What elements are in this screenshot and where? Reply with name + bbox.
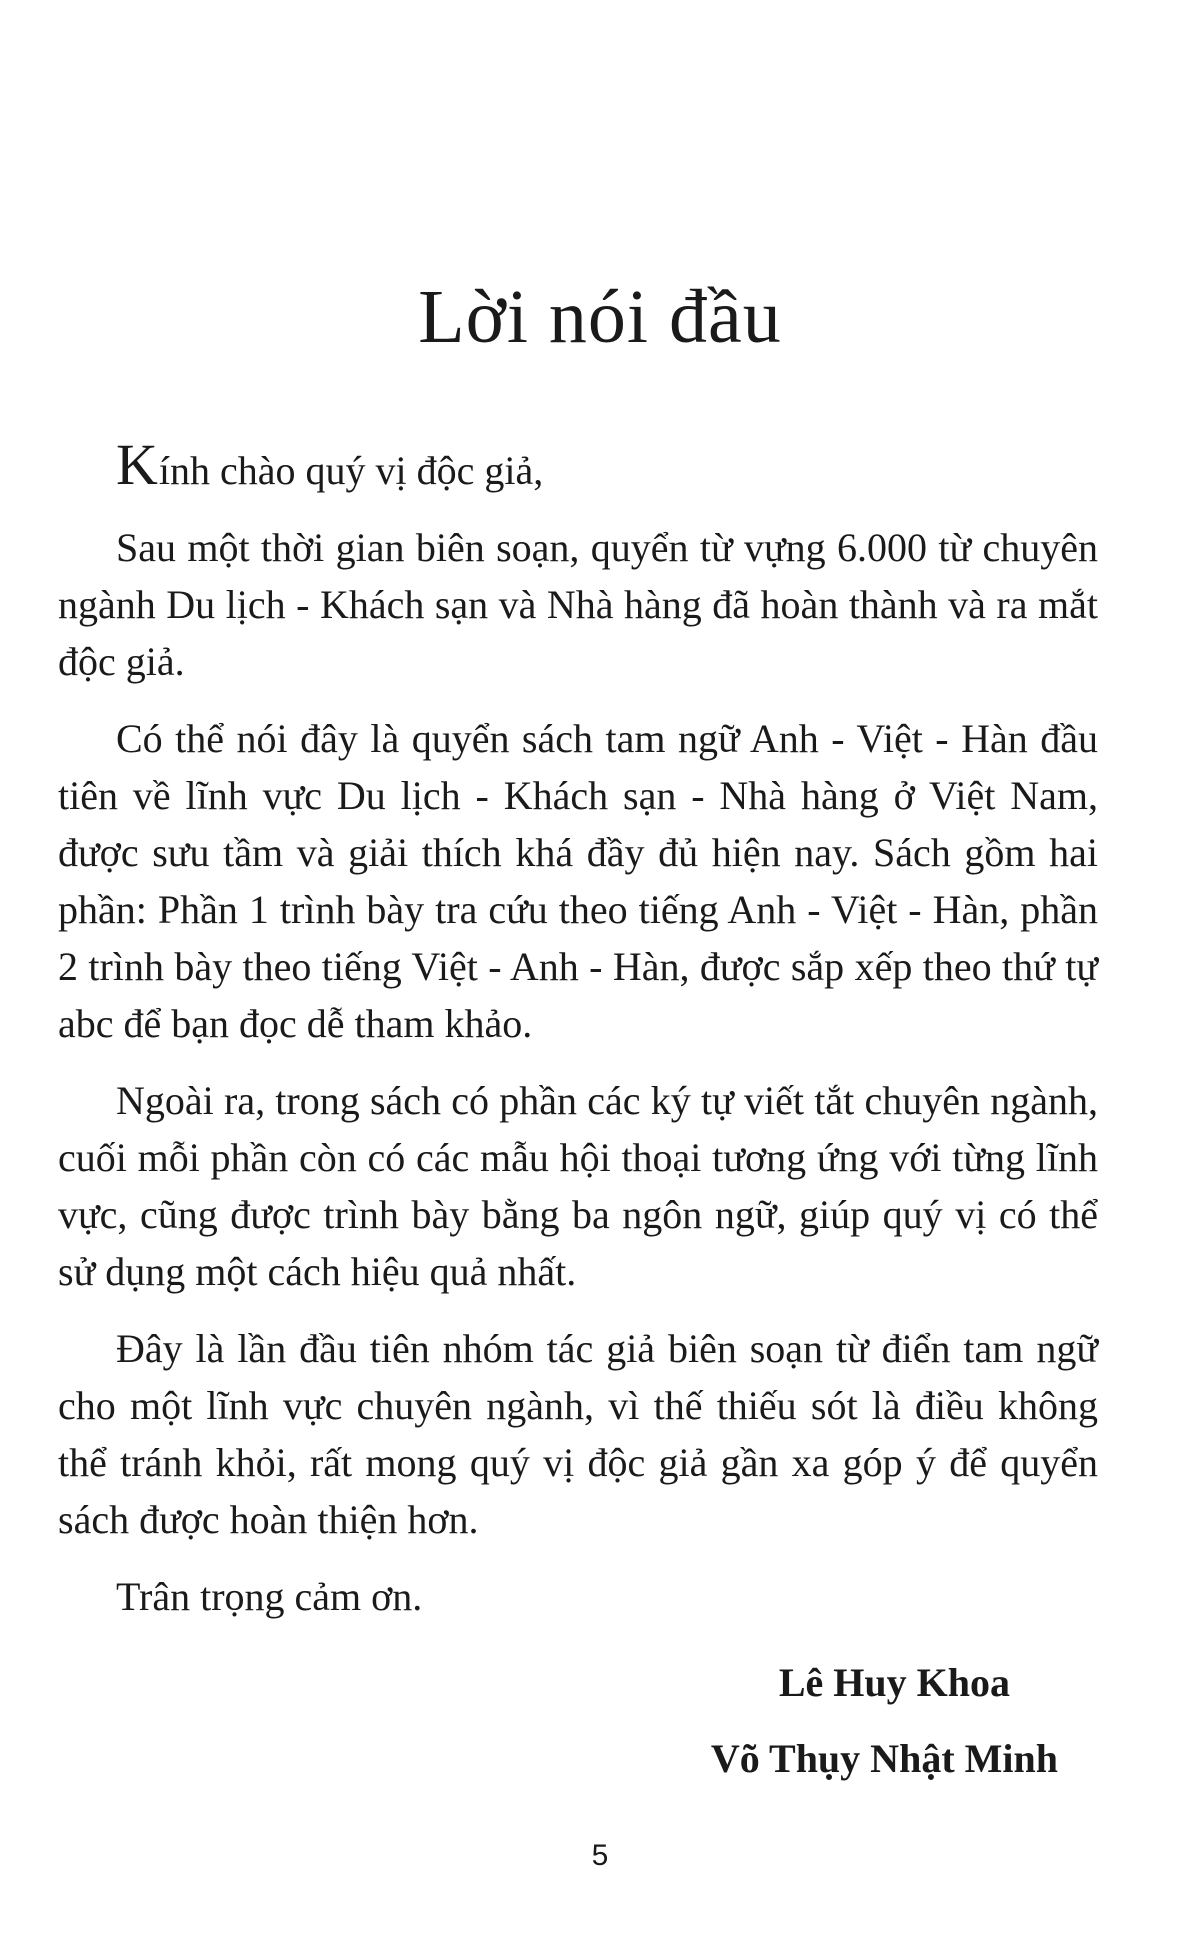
page-title: Lời nói đầu bbox=[418, 275, 782, 359]
greeting-line bbox=[58, 432, 1098, 499]
closing-line: Trân trọng cảm ơn. bbox=[116, 1574, 423, 1619]
author-signatures bbox=[711, 1645, 1058, 1797]
greeting-dropcap: K bbox=[116, 432, 158, 497]
paragraph-1: Sau một thời gian biên soạn, quyển từ vựng 6.000 từ chuyên ngành Du lịch - Khách sạn và Nhà hàng đã hoàn thành và ra mắt độc giả. bbox=[58, 525, 1098, 684]
author-name-1: Lê Huy Khoa bbox=[778, 1660, 1010, 1705]
paragraph-3: Ngoài ra, trong sách có phần các ký tự viết tắt chuyên ngành, cuối mỗi phần còn có các mẫu hội thoại tương ứng với từng lĩnh vực, cũng được trình bày bằng ba ngôn ngữ, giúp quý vị có thể sử dụng một cách hiệu quả nhất. bbox=[58, 1078, 1098, 1294]
page-number: 5 bbox=[591, 1839, 609, 1872]
paragraph-2: Có thể nói đây là quyển sách tam ngữ Anh - Việt - Hàn đầu tiên về lĩnh vực Du lịch - Khách sạn - Nhà hàng ở Việt Nam, được sưu tầm và giải thích khá đầy đủ hiện nay. Sách gồm hai phần: Phần 1 trình bày tra cứu theo tiếng Anh - Việt - Hàn, phần 2 trình bày theo tiếng Việt - Anh - Hàn, được sắp xếp theo thứ tự abc để bạn đọc dễ tham khảo. bbox=[58, 716, 1098, 1046]
preface-body bbox=[58, 432, 1098, 1625]
paragraph-4: Đây là lần đầu tiên nhóm tác giả biên soạn từ điển tam ngữ cho một lĩnh vực chuyên ngành, vì thế thiếu sót là điều không thể tránh khỏi, rất mong quý vị độc giả gần xa góp ý để quyển sách được hoàn thiện hơn. bbox=[58, 1326, 1098, 1542]
author-name-2: Võ Thụy Nhật Minh bbox=[710, 1736, 1058, 1781]
greeting-text: ính chào quý vị độc giả, bbox=[158, 448, 544, 493]
